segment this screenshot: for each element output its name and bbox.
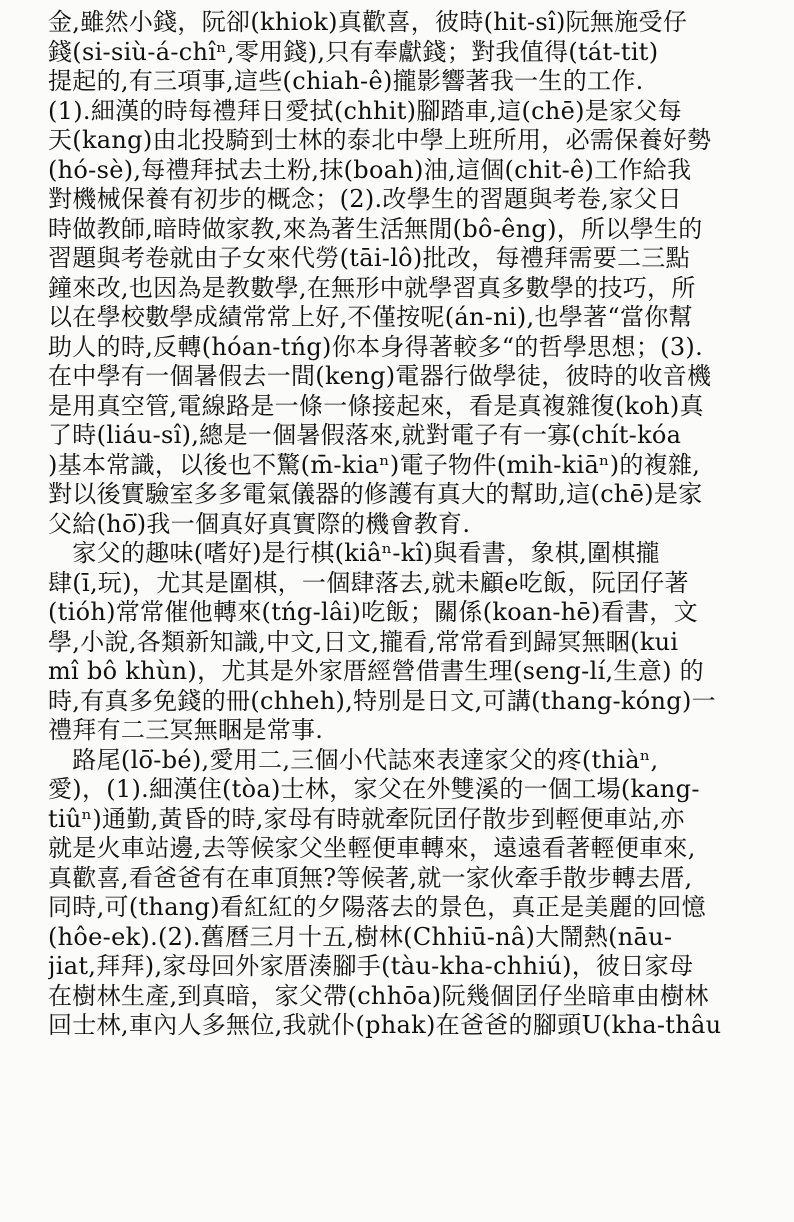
text-line: 錢(si-siù-á-chîⁿ,零用錢),只有奉獻錢；對我值得(tát-tit) <box>48 37 659 66</box>
text-line: )基本常識，以後也不驚(m̄-kiaⁿ)電子物件(mih-kiāⁿ)的複雜, <box>48 450 701 479</box>
text-line: 父給(hō͘)我一個真好真實際的機會教育. <box>48 509 471 538</box>
text-line: 愛)，(1).細漢住(tòa)士林，家父在外雙溪的一個工場(kang- <box>48 775 700 803</box>
text-line: 了時(liáu-sî),總是一個暑假落來,就對電子有一寡(chít-kóa <box>48 421 682 449</box>
text-line: 禮拜有二三冥無睏是常事. <box>48 716 324 744</box>
text-line: mî bô khùn)，尤其是外家厝經營借書生理(seng-lí,生意) 的 <box>48 657 704 685</box>
text-line: (1).細漢的時每禮拜日愛拭(chhit)腳踏車,這(chē)是家父每 <box>48 96 682 125</box>
text-line: 鐘來改,也因為是教數學,在無形中就學習真多數學的技巧，所 <box>48 273 696 302</box>
text-line: 對機械保養有初步的概念；(2).改學生的習題與考卷,家父日 <box>48 185 682 213</box>
text-line: 以在學校數學成績常常上好,不僅按呢(án-ni),也學著“當你幫 <box>48 303 693 331</box>
text-line: 時做教師,暗時做家教,來為著生活無閒(bô-êng)，所以學生的 <box>48 214 703 243</box>
text-line: 學,小說,各類新知識,中文,日文,攏看,常常看到歸冥無睏(kui <box>48 627 679 656</box>
text-line: 金,雖然小錢，阮卻(khiok)真歡喜，彼時(hit-sî)阮無施受仔 <box>48 8 688 36</box>
text-line: 提起的,有三項事,這些(chiah-ê)攏影響著我一生的工作. <box>48 67 644 95</box>
text-line: 天(kang)由北投騎到士林的泰北中學上班所用，必需保養好勢 <box>48 126 712 154</box>
text-line: 時,有真多免錢的冊(chheh),特別是日文,可講(thang-kóng)一 <box>48 686 716 715</box>
text-line: (hó-sè),每禮拜拭去土粉,抹(boah)油,這個(chit-ê)工作給我 <box>48 155 692 184</box>
text-line: 家父的趣味(嗜好)是行棋(kiâⁿ-kî)與看書，象棋,圍棋攏 <box>48 539 660 567</box>
text-line: 對以後實驗室多多電氣儀器的修護有真大的幫助,這(chē)是家 <box>48 480 703 508</box>
text-line: 路尾(lō͘-bé),愛用二,三個小代誌來表達家父的疼(thiàⁿ, <box>48 745 659 774</box>
text-line: tiûⁿ)通勤,黃昏的時,家母有時就牽阮囝仔散步到輕便車站,亦 <box>48 804 685 833</box>
text-line: 習題與考卷就由子女來代勞(tāi-lô)批改，每禮拜需要二三點 <box>48 244 690 272</box>
text-line: 就是火車站邊,去等候家父坐輕便車轉來，遠遠看著輕便車來, <box>48 834 696 862</box>
body-text <box>48 0 766 1041</box>
text-line: (tióh)常常催他轉來(tńg-lâi)吃飯；關係(koan-hē)看書，文 <box>48 598 698 626</box>
text-line: 助人的時,反轉(hóan-tńg)你本身得著較多“的哲學思想；(3). <box>48 332 703 361</box>
text-line: 真歡喜,看爸爸有在車頂無?等候著,就一家伙牽手散步轉去厝, <box>48 863 693 892</box>
text-line: 在中學有一個暑假去一間(keng)電器行做學徒，彼時的收音機 <box>48 362 712 390</box>
text-line: 在樹林生產,到真暗，家父帶(chhōa)阮幾個囝仔坐暗車由樹林 <box>48 981 709 1010</box>
text-line: 是用真空管,電線路是一條一條接起來，看是真複雜復(koh)真 <box>48 391 704 420</box>
text-line: 肆(ī,玩)，尤其是圍棋，一個肆落去,就未顧e吃飯，阮囝仔著 <box>48 568 689 597</box>
text-line: (hôe-ek).(2).舊曆三月十五,樹林(Chhiū-nâ)大鬧熱(nāu- <box>48 922 673 951</box>
text-line: 回士林,車內人多無位,我就仆(phak)在爸爸的腳頭U(kha-thâu <box>48 1011 722 1039</box>
text-line: 同時,可(thang)看紅紅的夕陽落去的景色，真正是美麗的回憶 <box>48 893 706 921</box>
text-line: jiat,拜拜),家母回外家厝湊腳手(tàu-kha-chhiú)，彼日家母 <box>48 952 694 980</box>
